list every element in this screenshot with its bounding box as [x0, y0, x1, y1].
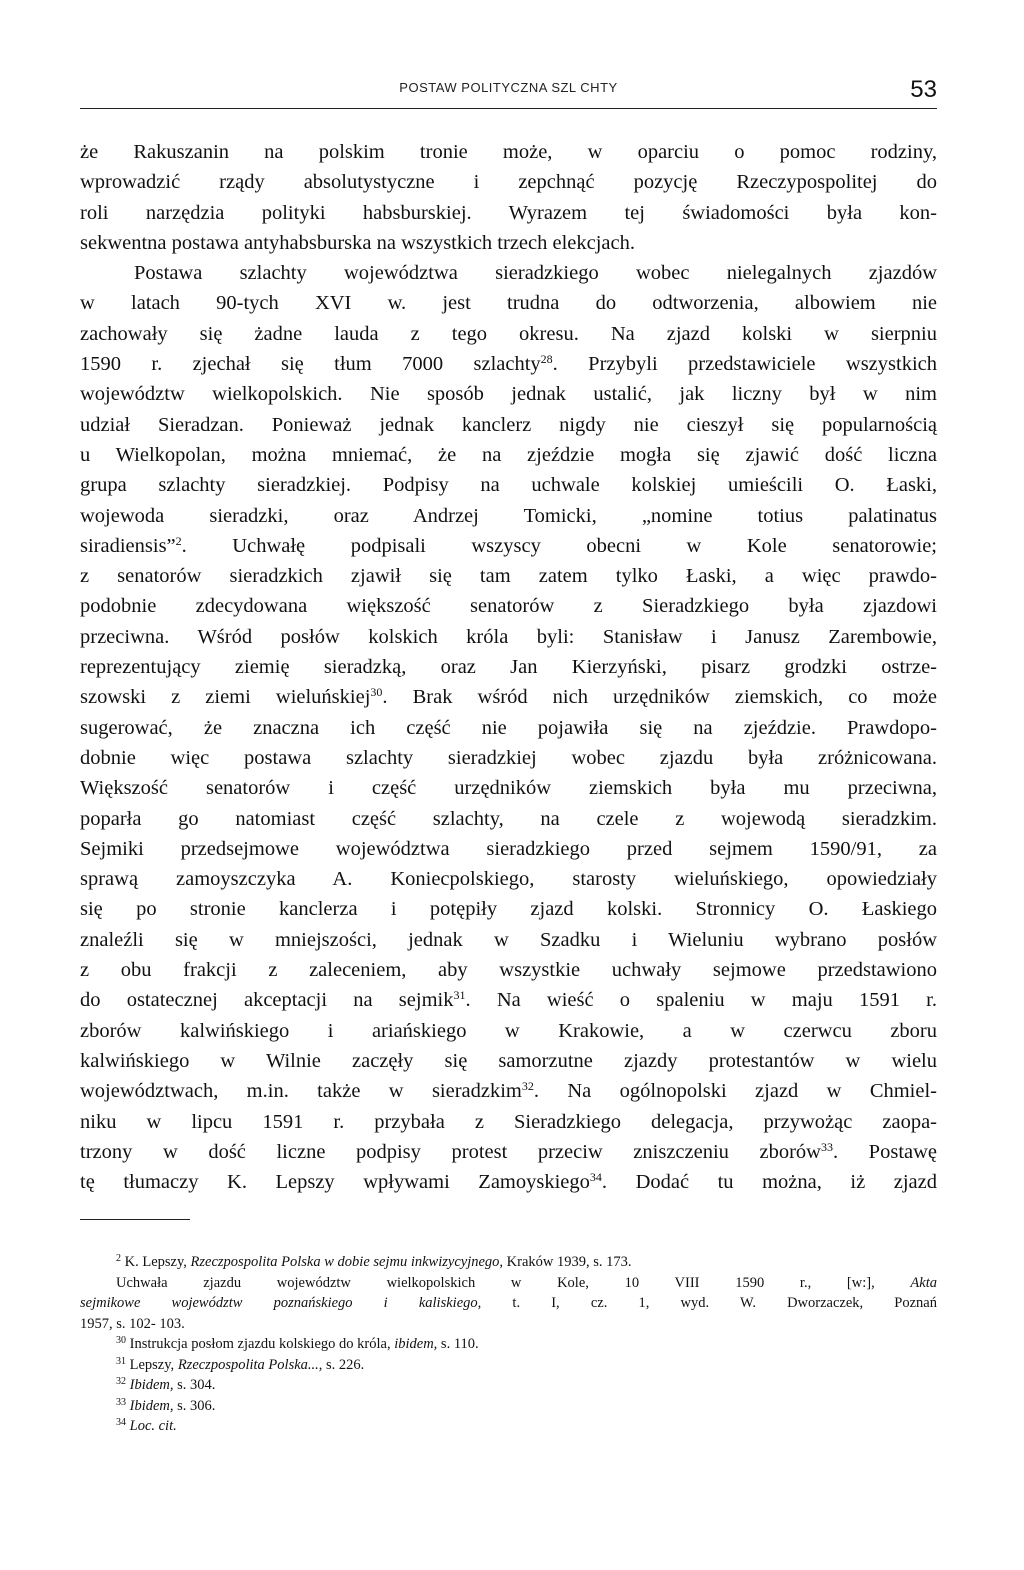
- text-fragment: do ostatecznej akceptacji na sejmik: [80, 989, 454, 1012]
- note-ref: 30: [370, 685, 383, 700]
- footnote-text: s. 110.: [440, 1336, 479, 1353]
- text-fragment: trzony w dość liczne podpisy protest przeciw zniszczeniu zborów: [80, 1140, 821, 1163]
- text-line: grupa szlachty sieradzkiej. Podpisy na uchwale kolskiej umieścili O. Łaski,: [80, 474, 937, 497]
- text-line: [80, 1137, 937, 1167]
- footnote-number: 31: [116, 1355, 126, 1367]
- note-ref: 28: [540, 352, 553, 367]
- footnotes: [80, 1252, 937, 1437]
- footnote-31: [80, 1355, 937, 1376]
- text-line: z senatorów sieradzkich zjawił się tam zatem tylko Łaski, a więc prawdo-: [80, 565, 937, 588]
- text-fragment: tę tłumaczy K. Lepszy wpływami Zamoyskiego: [80, 1171, 590, 1194]
- text-line: [80, 1167, 937, 1197]
- text-fragment: . Postawę: [832, 1140, 938, 1163]
- footnote-number: 30: [116, 1335, 126, 1347]
- running-header: [80, 72, 937, 109]
- footnote-line: 1957, s. 102- 103.: [80, 1315, 185, 1332]
- running-title: POSTAW POLITYCZNA SZL CHTY: [399, 80, 618, 95]
- footnote-30: [80, 1334, 937, 1355]
- footnote-text: Lepszy,: [129, 1356, 175, 1373]
- text-line: że Rakuszanin na polskim tronie może, w oparciu o pomoc rodziny,: [80, 141, 937, 163]
- note-ref: 2: [175, 533, 182, 548]
- text-line: dobnie więc postawa szlachty sieradzkiej wobec zjazdu była zróżnicowana.: [80, 746, 937, 769]
- footnote-text: s. 226.: [326, 1356, 365, 1373]
- text-line: się po stronie kanclerza i potępiły zjazd kolski. Stronnicy O. Łaskiego: [80, 898, 937, 921]
- document-page: [80, 72, 937, 1437]
- note-ref: 32: [521, 1079, 534, 1094]
- footnote-text: t. I, cz. 1, wyd. W. Dworzaczek, Poznań: [512, 1295, 937, 1312]
- text-line: poparła go natomiast część szlachty, na czele z wojewodą sieradzkim.: [80, 807, 937, 830]
- text-line: reprezentujący ziemię sieradzką, oraz Jan Kierzyński, pisarz grodzki ostrze-: [80, 656, 937, 679]
- page-number: 53: [910, 76, 937, 103]
- note-ref: 31: [453, 988, 466, 1003]
- text-fragment: szowski z ziemi wieluńskiej: [80, 686, 371, 709]
- text-line: udział Sieradzan. Ponieważ jednak kanclerz nigdy nie cieszył się popularnością: [80, 413, 937, 436]
- footnote-number: 33: [116, 1396, 126, 1408]
- text-line: w latach 90-tych XVI w. jest trudna do odtworzenia, albowiem nie: [80, 292, 937, 315]
- text-fragment: . Na ogólnopolski zjazd w Chmiel-: [533, 1080, 938, 1103]
- footnote-32: [80, 1375, 937, 1396]
- text-line: zborów kalwińskiego i ariańskiego w Krakowie, a w czerwcu zboru: [80, 1019, 937, 1042]
- footnote-number: 2: [116, 1253, 121, 1265]
- text-line: przeciwna. Wśród posłów kolskich króla byli: Stanisław i Janusz Zarembowie,: [80, 625, 937, 648]
- footnote-number: 32: [116, 1376, 126, 1388]
- text-line: Większość senatorów i część urzędników ziemskich była mu przeciwna,: [80, 777, 937, 800]
- text-fragment: . Dodać tu można, iż zjazd: [601, 1171, 937, 1194]
- text-line: u Wielkopolan, można mniemać, że na zjeździe mogła się zjawić dość liczna: [80, 443, 937, 466]
- footnote-title: Rzeczpospolita Polska w dobie sejmu inkwizycyjnego,: [190, 1254, 504, 1271]
- footnote-title: sejmikowe województw poznańskiego i kaliskiego,: [80, 1295, 482, 1312]
- text-line: wprowadzić rządy absolutystyczne i zepchnąć pozycję Rzeczypospolitej do: [80, 171, 937, 194]
- footnote-33: [80, 1396, 937, 1417]
- text-line: znaleźli się w mniejszości, jednak w Szadku i Wieluniu wybrano posłów: [80, 928, 937, 951]
- footnote-2: [80, 1252, 937, 1273]
- text-line: z obu frakcji z zaleceniem, aby wszystkie uchwały sejmowe przedstawiono: [80, 959, 937, 982]
- footnote-text: Kraków 1939, s. 173.: [506, 1254, 632, 1271]
- text-fragment: . Na wieść o spaleniu w maju 1591 r.: [465, 989, 938, 1012]
- footnote-34: [80, 1416, 937, 1437]
- footnote-text: Uchwała zjazdu województw wielkopolskich w Kole, 10 VIII 1590 r., [w:],: [116, 1274, 875, 1291]
- text-line: województw wielkopolskich. Nie sposób jednak ustalić, jak liczny był w nim: [80, 383, 937, 406]
- text-line: Sejmiki przedsejmowe województwa sieradzkiego przed sejmem 1590/91, za: [80, 837, 937, 860]
- footnote-text: s. 304.: [177, 1377, 216, 1394]
- text-line: roli narzędzia polityki habsburskiej. Wyrazem tej świadomości była kon-: [80, 201, 937, 224]
- text-line: wojewoda sieradzki, oraz Andrzej Tomicki, „nomine totius palatinatus: [80, 504, 937, 527]
- note-ref: 33: [820, 1139, 833, 1154]
- note-ref: 34: [589, 1170, 602, 1185]
- text-fragment: . Uchwałę podpisali wszyscy obecni w Kole senatorowie;: [181, 534, 937, 557]
- text-line: [80, 985, 937, 1015]
- text-line: Postawa szlachty województwa sieradzkiego wobec nielegalnych zjazdów: [134, 262, 937, 285]
- footnote-title: Rzeczpospolita Polska...,: [177, 1356, 323, 1373]
- text-line: [80, 682, 937, 712]
- text-line: kalwińskiego w Wilnie zaczęły się samorzutne zjazdy protestantów w wielu: [80, 1049, 937, 1072]
- text-fragment: 1590 r. zjechał się tłum 7000 szlachty: [80, 353, 541, 376]
- footnote-title: ibidem,: [394, 1336, 438, 1353]
- footnote-number: 34: [116, 1417, 126, 1429]
- footnote-title: Ibidem,: [129, 1397, 174, 1414]
- text-fragment: . Brak wśród nich urzędników ziemskich, co może: [382, 686, 937, 709]
- text-line: [80, 349, 937, 379]
- body-text: [80, 137, 937, 1197]
- footnote-line: [80, 1293, 937, 1314]
- footnote-line: [80, 1273, 937, 1294]
- footnote-title: Loc. cit.: [129, 1418, 177, 1435]
- text-fragment: województwach, m.in. także w sieradzkim: [80, 1080, 522, 1103]
- text-fragment: siradiensis”: [80, 534, 176, 557]
- text-line: podobnie zdecydowana większość senatorów z Sieradzkiego była zjazdowi: [80, 595, 937, 618]
- footnote-separator: [80, 1219, 190, 1220]
- text-line: zachowały się żadne lauda z tego okresu. Na zjazd kolski w sierpniu: [80, 322, 937, 345]
- text-line: sprawą zamoyszczyka A. Koniecpolskiego, starosty wieluńskiego, opowiedziały: [80, 868, 937, 891]
- footnote-title: Akta: [910, 1274, 937, 1291]
- footnote-text: Instrukcja posłom zjazdu kolskiego do króla,: [129, 1336, 391, 1353]
- text-fragment: . Przybyli przedstawiciele wszystkich: [552, 353, 937, 376]
- footnote-text: s. 306.: [177, 1397, 216, 1414]
- text-line: sugerować, że znaczna ich część nie pojawiła się na zjeździe. Prawdopo-: [80, 716, 937, 739]
- footnote-text: K. Lepszy,: [124, 1254, 187, 1271]
- text-line: [80, 1076, 937, 1106]
- text-line: niku w lipcu 1591 r. przybała z Sieradzkiego delegacja, przywożąc zaopa-: [80, 1110, 937, 1133]
- text-line: [80, 531, 937, 561]
- text-line: sekwentna postawa antyhabsburska na wszystkich trzech elekcjach.: [80, 231, 636, 254]
- footnote-title: Ibidem,: [129, 1377, 174, 1394]
